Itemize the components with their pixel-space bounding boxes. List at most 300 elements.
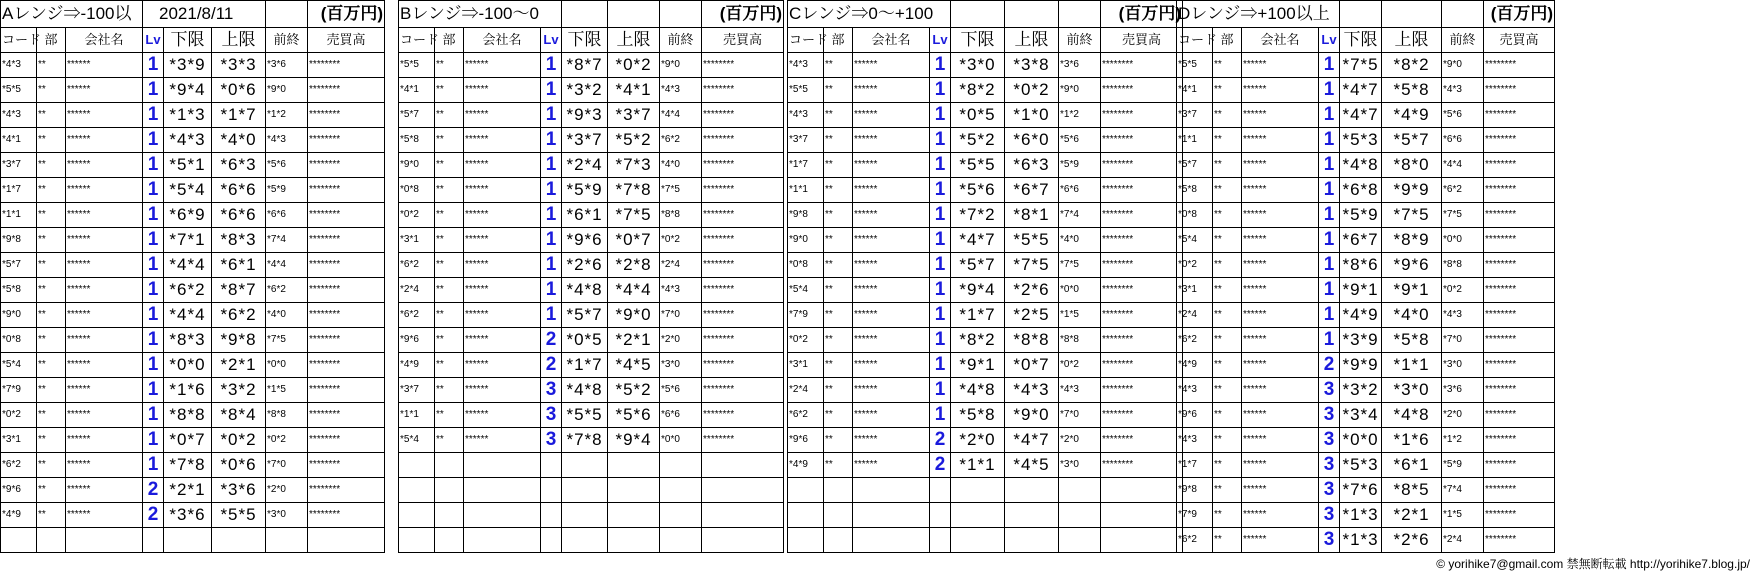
cell-lower: *2*4 [562,153,608,178]
cell-code: *1*1 [399,403,435,428]
cell-dept: ** [824,103,853,128]
cell-company: ****** [66,153,143,178]
cell-company: ****** [464,328,541,353]
table-row [788,353,1183,378]
table-row [1177,403,1555,428]
cell-lower: *1*7 [951,303,1005,328]
cell-sales: ******** [308,253,385,278]
empty-cell [608,1,660,28]
empty-cell [541,453,562,478]
table-row [1,278,385,303]
empty-cell [853,478,930,503]
cell-lv: 1 [143,103,164,128]
cell-lv: 1 [930,103,951,128]
copyright-footer: © yorihike7@gmail.com 禁無断転載 http://yorihike7.blog.jp/ [1436,557,1750,571]
table-row [399,428,784,453]
cell-company: ****** [66,78,143,103]
table-row [788,378,1183,403]
column-header-dept: 部 [824,28,853,53]
cell-sales: ******** [308,153,385,178]
table-row [399,503,784,528]
cell-lower: *3*6 [164,503,212,528]
unit-label: (百万円) [1484,1,1555,28]
cell-code: *6*2 [399,303,435,328]
cell-lv: 1 [1319,203,1340,228]
cell-prev: *8*8 [1059,328,1101,353]
cell-upper: *8*3 [212,228,266,253]
cell-dept: ** [435,153,464,178]
cell-upper: *3*0 [1382,378,1442,403]
table-row [1,378,385,403]
cell-dept: ** [824,253,853,278]
cell-company: ****** [1242,203,1319,228]
cell-code: *2*4 [399,278,435,303]
cell-lower: *7*5 [1340,53,1382,78]
column-header-lower: 下限 [951,28,1005,53]
cell-dept: ** [824,228,853,253]
cell-prev: *7*4 [1059,203,1101,228]
cell-upper: *5*8 [1382,78,1442,103]
cell-sales: ******** [1101,178,1183,203]
cell-lower: *1*7 [562,353,608,378]
cell-upper: *1*0 [1005,103,1059,128]
empty-cell [399,453,435,478]
cell-prev: *1*2 [1442,428,1484,453]
cell-upper: *2*8 [608,253,660,278]
cell-code: *5*4 [788,278,824,303]
cell-company: ****** [464,53,541,78]
cell-company: ****** [1242,278,1319,303]
cell-code: *0*2 [399,203,435,228]
section-table-d [1176,0,1555,553]
cell-prev: *6*6 [660,403,702,428]
cell-lower: *9*1 [951,353,1005,378]
table-row [1,503,385,528]
cell-dept: ** [435,428,464,453]
cell-sales: ******** [702,378,784,403]
cell-lower: *5*7 [951,253,1005,278]
empty-cell [464,453,541,478]
table-row [788,228,1183,253]
cell-lv: 1 [1319,303,1340,328]
cell-prev: *1*2 [266,103,308,128]
cell-code: *1*1 [1,203,37,228]
table-row [1177,503,1555,528]
cell-upper: *3*8 [1005,53,1059,78]
table-row [399,328,784,353]
cell-sales: ******** [308,453,385,478]
cell-sales: ******** [308,278,385,303]
cell-prev: *2*0 [660,328,702,353]
table-row [1177,453,1555,478]
cell-upper: *0*2 [212,428,266,453]
cell-upper: *0*6 [212,453,266,478]
table-row [788,253,1183,278]
cell-lv: 1 [143,278,164,303]
empty-cell [853,528,930,553]
table-row [1177,153,1555,178]
cell-lower: *0*0 [164,353,212,378]
table-row [1177,278,1555,303]
cell-company: ****** [853,303,930,328]
cell-lower: *2*0 [951,428,1005,453]
empty-cell [541,503,562,528]
cell-prev: *1*5 [266,378,308,403]
cell-prev: *9*0 [1442,53,1484,78]
empty-cell [930,478,951,503]
cell-code: *6*2 [1,453,37,478]
empty-cell [1005,528,1059,553]
cell-prev: *3*0 [1059,453,1101,478]
cell-prev: *7*0 [660,303,702,328]
empty-cell [541,478,562,503]
cell-lower: *9*4 [164,78,212,103]
cell-upper: *9*0 [608,303,660,328]
cell-lower: *9*9 [1340,353,1382,378]
cell-upper: *1*7 [212,103,266,128]
cell-sales: ******** [1484,303,1555,328]
cell-dept: ** [1213,53,1242,78]
cell-upper: *7*5 [608,203,660,228]
table-row [1177,528,1555,553]
cell-lv: 1 [930,278,951,303]
empty-cell [143,528,164,553]
empty-cell [1382,1,1442,28]
cell-lower: *1*6 [164,378,212,403]
cell-upper: *6*6 [212,203,266,228]
cell-dept: ** [37,453,66,478]
cell-sales: ******** [702,228,784,253]
empty-cell [788,503,824,528]
cell-upper: *3*7 [608,103,660,128]
cell-upper: *6*3 [212,153,266,178]
cell-code: *0*8 [1177,203,1213,228]
cell-code: *0*2 [788,328,824,353]
cell-code: *4*3 [1177,428,1213,453]
empty-cell [608,453,660,478]
cell-sales: ******** [1484,128,1555,153]
empty-cell [266,1,308,28]
cell-dept: ** [1213,228,1242,253]
cell-lower: *2*1 [164,478,212,503]
cell-upper: *5*2 [608,128,660,153]
table-row [1,453,385,478]
cell-lv: 1 [143,53,164,78]
cell-prev: *5*6 [1059,128,1101,153]
cell-lower: *4*8 [951,378,1005,403]
empty-cell [266,528,308,553]
cell-prev: *2*0 [1442,403,1484,428]
empty-cell [1059,528,1101,553]
cell-code: *0*2 [1177,253,1213,278]
cell-company: ****** [464,128,541,153]
cell-code: *9*6 [1,478,37,503]
cell-prev: *7*5 [1442,203,1484,228]
cell-sales: ******** [308,103,385,128]
cell-company: ****** [853,428,930,453]
cell-dept: ** [435,178,464,203]
cell-company: ****** [1242,53,1319,78]
cell-sales: ******** [702,428,784,453]
cell-company: ****** [464,278,541,303]
cell-upper: *5*6 [608,403,660,428]
cell-dept: ** [435,253,464,278]
cell-dept: ** [1213,428,1242,453]
cell-prev: *0*0 [1442,228,1484,253]
cell-code: *0*8 [1,328,37,353]
cell-lv: 3 [1319,528,1340,553]
empty-cell [951,503,1005,528]
cell-sales: ******** [308,178,385,203]
cell-code: *0*8 [788,253,824,278]
table-row [788,403,1183,428]
cell-lower: *9*4 [951,278,1005,303]
cell-lv: 1 [541,153,562,178]
empty-cell [702,528,784,553]
cell-code: *9*8 [1177,478,1213,503]
cell-lv: 1 [1319,178,1340,203]
cell-lv: 1 [143,128,164,153]
cell-code: *6*2 [399,253,435,278]
column-header-lower: 下限 [1340,28,1382,53]
cell-upper: *2*1 [1382,503,1442,528]
table-row [1177,53,1555,78]
cell-upper: *0*6 [212,78,266,103]
empty-cell [951,478,1005,503]
cell-company: ****** [853,328,930,353]
empty-cell [702,478,784,503]
empty-cell [399,478,435,503]
cell-sales: ******** [1484,53,1555,78]
cell-prev: *7*5 [1059,253,1101,278]
table-row [399,203,784,228]
empty-cell [1101,478,1183,503]
empty-cell [435,503,464,528]
cell-lower: *7*8 [562,428,608,453]
cell-sales: ******** [1484,478,1555,503]
empty-cell [435,453,464,478]
cell-company: ****** [853,403,930,428]
cell-lv: 1 [930,228,951,253]
cell-company: ****** [66,103,143,128]
cell-lower: *1*1 [951,453,1005,478]
table-row [788,528,1183,553]
cell-dept: ** [1213,478,1242,503]
cell-code: *5*4 [1,353,37,378]
cell-company: ****** [1242,378,1319,403]
cell-lower: *5*9 [562,178,608,203]
cell-upper: *4*8 [1382,403,1442,428]
empty-cell [464,478,541,503]
cell-code: *4*3 [1,53,37,78]
cell-upper: *6*0 [1005,128,1059,153]
cell-lv: 1 [143,403,164,428]
cell-lower: *4*9 [1340,303,1382,328]
cell-dept: ** [824,328,853,353]
cell-code: *4*3 [788,53,824,78]
cell-lv: 3 [1319,428,1340,453]
empty-cell [562,453,608,478]
cell-lower: *9*6 [562,228,608,253]
cell-company: ****** [1242,253,1319,278]
cell-lv: 3 [1319,453,1340,478]
cell-code: *1*7 [788,153,824,178]
cell-sales: ******** [1101,103,1183,128]
column-header-prev: 前終 [1059,28,1101,53]
cell-company: ****** [66,403,143,428]
cell-company: ****** [1242,78,1319,103]
column-header-company: 会社名 [1242,28,1319,53]
table-row [399,403,784,428]
cell-dept: ** [824,353,853,378]
cell-company: ****** [853,253,930,278]
cell-upper: *5*7 [1382,128,1442,153]
cell-sales: ******** [1484,103,1555,128]
empty-cell [1442,1,1484,28]
cell-code: *5*7 [399,103,435,128]
cell-upper: *6*2 [212,303,266,328]
cell-sales: ******** [1101,228,1183,253]
cell-code: *4*1 [1177,78,1213,103]
cell-lv: 3 [541,403,562,428]
cell-upper: *8*7 [212,278,266,303]
cell-lv: 1 [143,178,164,203]
cell-dept: ** [37,303,66,328]
cell-sales: ******** [308,128,385,153]
table-row [1,178,385,203]
cell-company: ****** [853,78,930,103]
cell-sales: ******** [1484,528,1555,553]
cell-prev: *7*0 [1059,403,1101,428]
cell-code: *5*8 [1177,178,1213,203]
cell-company: ****** [464,228,541,253]
cell-upper: *6*3 [1005,153,1059,178]
column-header-sales: 売買高 [1101,28,1183,53]
cell-sales: ******** [1484,403,1555,428]
cell-lower: *6*2 [164,278,212,303]
cell-upper: *5*2 [608,378,660,403]
table-row [788,78,1183,103]
cell-lv: 1 [143,453,164,478]
table-row [1,403,385,428]
table-row [1177,78,1555,103]
cell-dept: ** [435,328,464,353]
cell-lv: 1 [143,153,164,178]
cell-lv: 1 [930,253,951,278]
table-row [788,153,1183,178]
cell-lv: 2 [143,503,164,528]
column-header-upper: 上限 [608,28,660,53]
column-header-sales: 売買高 [308,28,385,53]
cell-lv: 1 [143,428,164,453]
cell-lower: *0*5 [951,103,1005,128]
cell-company: ****** [1242,428,1319,453]
empty-cell [788,528,824,553]
cell-code: *4*3 [1177,378,1213,403]
empty-cell [930,503,951,528]
cell-company: ****** [66,328,143,353]
table-row [788,478,1183,503]
cell-lv: 1 [1319,78,1340,103]
cell-sales: ******** [702,103,784,128]
cell-company: ****** [853,128,930,153]
cell-code: *5*5 [1177,53,1213,78]
cell-dept: ** [824,178,853,203]
table-row [399,53,784,78]
cell-dept: ** [37,203,66,228]
cell-sales: ******** [1484,378,1555,403]
cell-lower: *5*7 [562,303,608,328]
cell-prev: *0*2 [660,228,702,253]
cell-upper: *8*4 [212,403,266,428]
cell-lower: *5*8 [951,403,1005,428]
cell-company: ****** [464,253,541,278]
cell-dept: ** [1213,403,1242,428]
table-row [788,178,1183,203]
empty-cell [1,528,37,553]
table-row [1177,378,1555,403]
cell-lower: *4*7 [1340,103,1382,128]
cell-sales: ******** [1101,428,1183,453]
cell-lv: 1 [143,328,164,353]
cell-dept: ** [37,428,66,453]
cell-upper: *4*4 [608,278,660,303]
cell-dept: ** [1213,103,1242,128]
cell-sales: ******** [702,278,784,303]
cell-lower: *4*4 [164,253,212,278]
cell-dept: ** [1213,128,1242,153]
cell-dept: ** [1213,153,1242,178]
cell-lv: 1 [930,303,951,328]
cell-lv: 1 [930,328,951,353]
empty-cell [37,528,66,553]
cell-upper: *8*8 [1005,328,1059,353]
cell-code: *4*1 [1,128,37,153]
cell-code: *1*7 [1,178,37,203]
empty-cell [464,528,541,553]
cell-lower: *9*3 [562,103,608,128]
cell-code: *9*6 [399,328,435,353]
table-row [1177,178,1555,203]
cell-lower: *7*8 [164,453,212,478]
cell-prev: *6*2 [1442,178,1484,203]
cell-dept: ** [1213,453,1242,478]
cell-upper: *4*5 [608,353,660,378]
cell-dept: ** [1213,303,1242,328]
cell-prev: *7*4 [266,228,308,253]
cell-company: ****** [853,153,930,178]
cell-upper: *4*7 [1005,428,1059,453]
column-header-dept: 部 [1213,28,1242,53]
table-row [1177,478,1555,503]
cell-prev: *1*5 [1059,303,1101,328]
cell-code: *2*4 [1177,303,1213,328]
cell-code: *5*8 [399,128,435,153]
table-row [1,528,385,553]
cell-prev: *4*3 [660,78,702,103]
table-row [1,478,385,503]
cell-lower: *5*5 [562,403,608,428]
cell-lower: *3*4 [1340,403,1382,428]
cell-dept: ** [37,128,66,153]
cell-sales: ******** [1484,503,1555,528]
cell-sales: ******** [702,403,784,428]
cell-prev: *1*5 [1442,503,1484,528]
empty-cell [702,453,784,478]
cell-company: ****** [853,203,930,228]
cell-lv: 2 [541,328,562,353]
cell-sales: ******** [1484,428,1555,453]
